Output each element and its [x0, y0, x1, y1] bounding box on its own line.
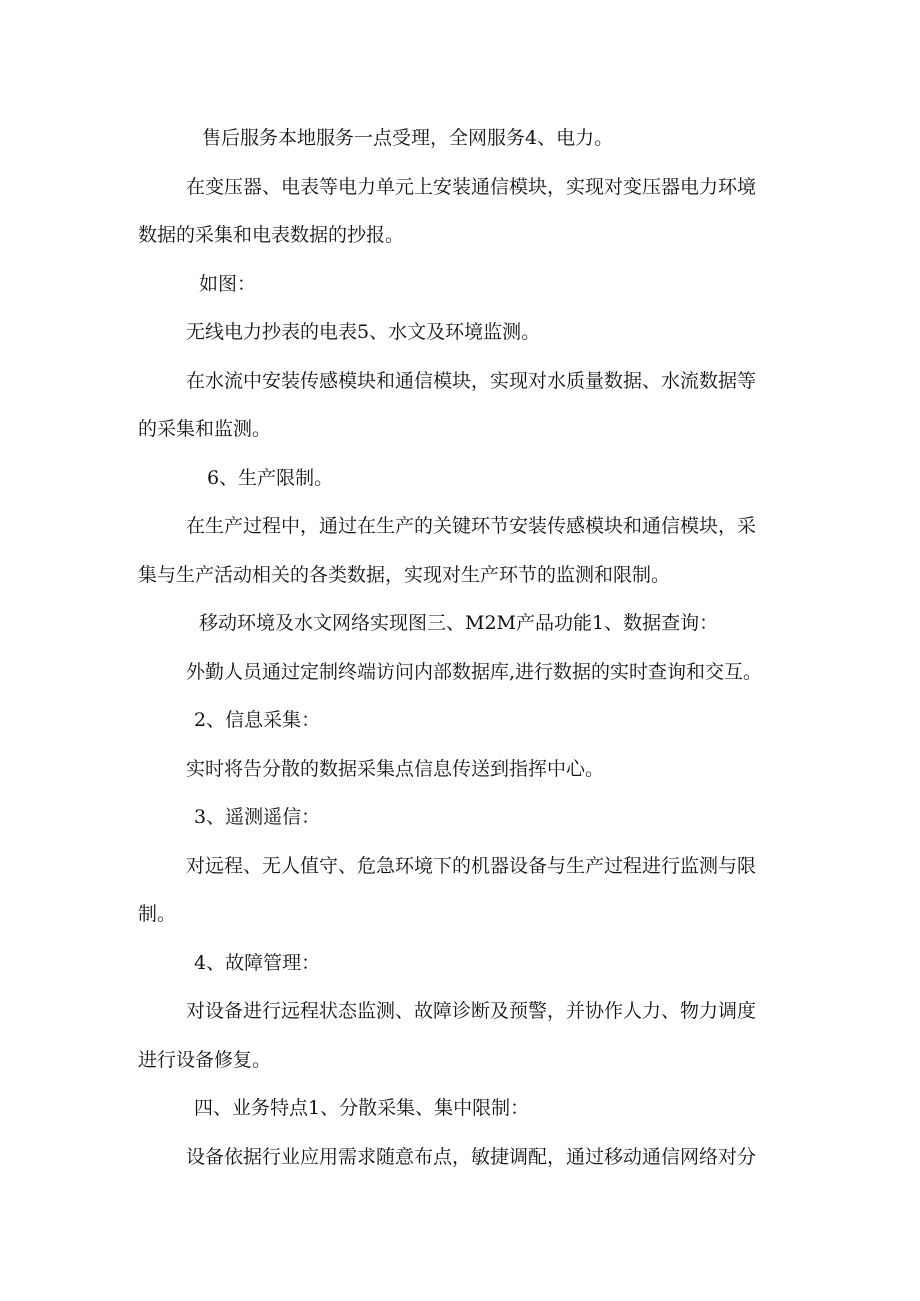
paragraph-line: 3、遥测遥信：: [194, 806, 321, 828]
paragraph-line: 在水流中安装传感模块和通信模块，实现对水质量数据、水流数据等: [186, 370, 757, 392]
paragraph-line: 在变压器、电表等电力单元上安装通信模块，实现对变压器电力环境: [186, 176, 757, 198]
paragraph-line: 6、生产限制。: [207, 467, 334, 489]
paragraph-line: 对设备进行远程状态监测、故障诊断及预警，并协作人力、物力调度: [186, 1000, 757, 1022]
paragraph-line: 4、故障管理：: [194, 952, 321, 974]
paragraph-line: 进行设备修复。: [138, 1049, 272, 1071]
paragraph-line: 对远程、无人值守、危急环境下的机器设备与生产过程进行监测与限: [186, 855, 757, 877]
paragraph-line: 四、业务特点1、分散采集、集中限制：: [194, 1097, 530, 1119]
paragraph-line: 外勤人员通过定制终端访问内部数据库,进行数据的实时查询和交互。: [186, 661, 763, 683]
paragraph-line: 设备依据行业应用需求随意布点，敏捷调配，通过移动通信网络对分: [186, 1146, 757, 1168]
paragraph-line: 售后服务本地服务一点受理，全网服务4、电力。: [202, 127, 614, 149]
paragraph-line: 移动环境及水文网络实现图三、M2M产品功能1、数据查询：: [199, 612, 719, 634]
paragraph-line: 数据的采集和电表数据的抄报。: [138, 224, 405, 246]
paragraph-line: 实时将告分散的数据采集点信息传送到指挥中心。: [186, 758, 605, 780]
paragraph-line: 集与生产活动相关的各类数据，实现对生产环节的监测和限制。: [138, 564, 671, 586]
paragraph-line: 如图：: [199, 273, 257, 295]
paragraph-line: 无线电力抄表的电表5、水文及环境监测。: [186, 321, 541, 343]
paragraph-line: 2、信息采集：: [194, 709, 321, 731]
paragraph-line: 制。: [138, 903, 177, 925]
paragraph-line: 在生产过程中，通过在生产的关键环节安装传感模块和通信模块，采: [186, 515, 757, 537]
paragraph-line: 的采集和监测。: [138, 418, 272, 440]
